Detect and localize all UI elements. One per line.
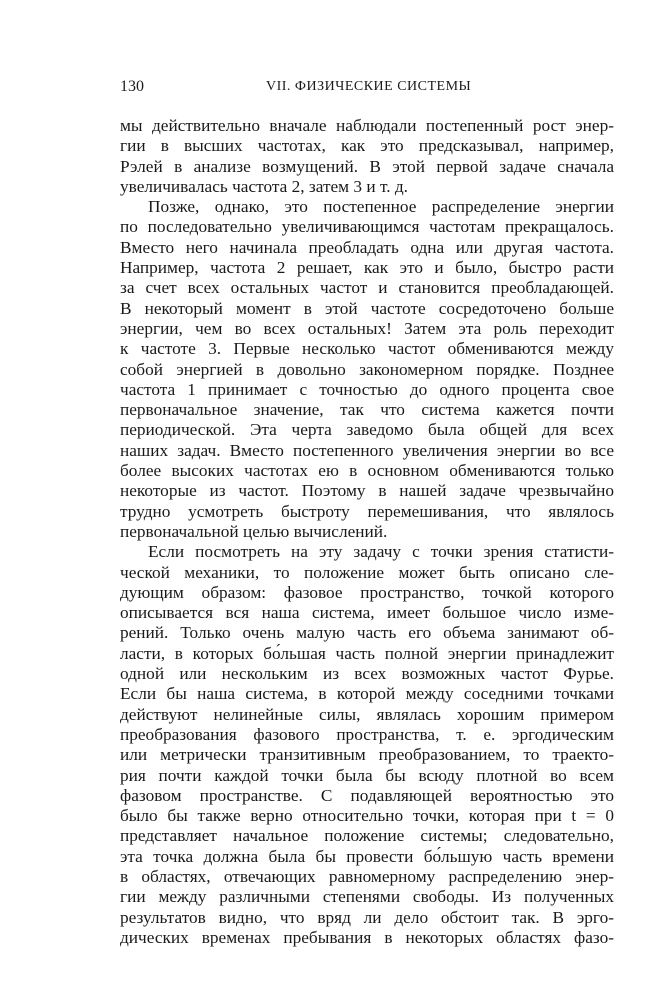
text-line: трудно усмотреть быстроту перемешивания, что являлось xyxy=(120,501,614,521)
text-line: энергии, чем во всех остальных! Затем эта роль переходит xyxy=(120,318,614,338)
section-title: VII. ФИЗИЧЕСКИЕ СИСТЕМЫ xyxy=(266,79,472,94)
text-line: гии в высших частотах, как это предсказывал, например, xyxy=(120,136,614,156)
text-line: ческой механики, то положение может быть описано сле- xyxy=(120,562,614,582)
text-line: преобразования фазового пространства, т. е. эргодическим xyxy=(120,724,614,744)
text-line: рений. Только очень малую часть его объема занимают об- xyxy=(120,623,614,643)
text-line: Вместо него начинала преобладать одна или другая частота. xyxy=(120,237,614,257)
text-line: периодической. Эта черта заведомо была общей для всех xyxy=(120,420,614,440)
text-line: некоторые из частот. Поэтому в нашей задаче чрезвычайно xyxy=(120,481,614,501)
text-line: результатов видно, что вряд ли дело обстоит так. В эрго- xyxy=(120,907,614,927)
text-line: Если бы наша система, в которой между соседними точками xyxy=(120,684,614,704)
text-line: фазовом пространстве. С подавляющей вероятностью это xyxy=(120,785,614,805)
text-line: первоначальное значение, так что система кажется почти xyxy=(120,400,614,420)
text-line: в областях, отвечающих равномерному распределению энер- xyxy=(120,866,614,886)
text-line: Например, частота 2 решает, как это и было, быстро расти xyxy=(120,258,614,278)
text-line: гии между различными степенями свободы. Из полученных xyxy=(120,887,614,907)
text-line: одной или нескольким из всех возможных частот Фурье. xyxy=(120,664,614,684)
text-line: за счет всех остальных частот и становится преобладающей. xyxy=(120,278,614,298)
text-line: более высоких частотах ею в основном обмениваются только xyxy=(120,461,614,481)
text-line: дических временах пребывания в некоторых областях фазо- xyxy=(120,927,614,947)
text-line: собой энергией в довольно закономерном порядке. Позднее xyxy=(120,359,614,379)
text-line: описывается вся наша система, имеет большое число изме- xyxy=(120,603,614,623)
text-line: или метрически транзитивным преобразованием, то траекто- xyxy=(120,745,614,765)
text-line: рия почти каждой точки была бы всюду плотной во всем xyxy=(120,765,614,785)
text-line: по последовательно увеличивающимся частотам прекращалось. xyxy=(120,217,614,237)
text-line: эта точка должна была бы провести бо́льшую часть времени xyxy=(120,846,614,866)
text-line: ласти, в которых бо́льшая часть полной энергии принадлежит xyxy=(120,643,614,663)
text-line: дующим образом: фазовое пространство, точкой которого xyxy=(120,582,614,602)
text-line: к частоте 3. Первые несколько частот обмениваются между xyxy=(120,339,614,359)
text-line: действуют нелинейные силы, являлась хорошим примером xyxy=(120,704,614,724)
text-line: представляет начальное положение системы; следовательно, xyxy=(120,826,614,846)
body-text xyxy=(120,116,614,948)
text-line: увеличивалась частота 2, затем 3 и т. д. xyxy=(120,176,408,196)
page-number: 130 xyxy=(120,78,144,95)
text-line: Рэлей в анализе возмущений. В этой первой задаче сначала xyxy=(120,156,614,176)
text-line: было бы также верно относительно точки, которая при t = 0 xyxy=(120,806,614,826)
text-line: Если посмотреть на эту задачу с точки зрения статисти- xyxy=(148,542,614,562)
text-line: частота 1 принимает с точностью до одного процента свое xyxy=(120,379,614,399)
text-line: первоначальной целью вычислений. xyxy=(120,521,388,541)
text-line: В некоторый момент в этой частоте сосредоточено больше xyxy=(120,298,614,318)
text-line: Позже, однако, это постепенное распределение энергии xyxy=(148,197,614,217)
text-line: мы действительно вначале наблюдали постепенный рост энер- xyxy=(120,116,614,135)
text-line: наших задач. Вместо постепенного увеличения энергии во все xyxy=(120,440,614,460)
running-head xyxy=(120,78,612,100)
